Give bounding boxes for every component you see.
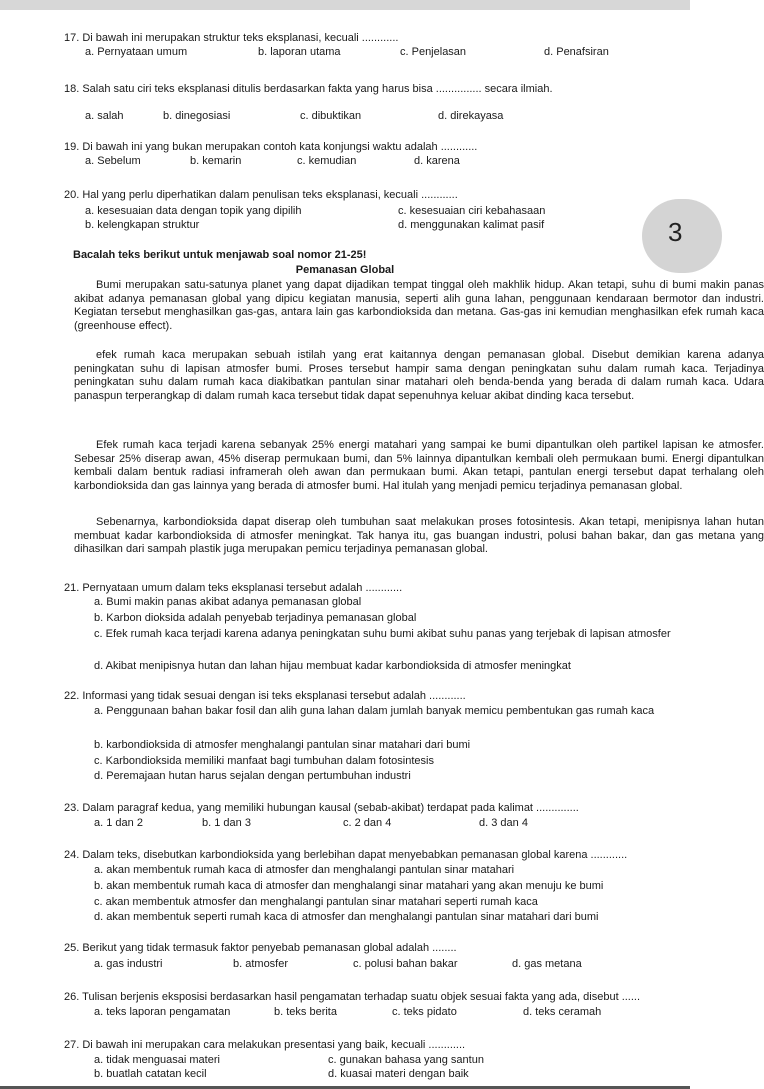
passage-title: Pemanasan Global <box>295 264 395 276</box>
q21-option-a[interactable]: a. Bumi makin panas akibat adanya pemanasan global <box>94 596 362 608</box>
q27-option-a[interactable]: a. tidak menguasai materi <box>94 1054 220 1066</box>
q19-option-c[interactable]: c. kemudian <box>297 155 357 167</box>
q17-option-d[interactable]: d. Penafsiran <box>544 46 609 58</box>
q24-option-d[interactable]: d. akan membentuk seperti rumah kaca di atmosfer dan menghalangi pantulan sinar matahari dari bumi <box>94 911 599 923</box>
top-edge <box>0 0 690 10</box>
q26-option-d[interactable]: d. teks ceramah <box>523 1006 602 1018</box>
q19-option-a[interactable]: a. Sebelum <box>85 155 141 167</box>
page-number-badge <box>642 199 722 273</box>
q26-option-b[interactable]: b. teks berita <box>274 1006 337 1018</box>
q22-option-b[interactable]: b. karbondioksida di atmosfer menghalangi pantulan sinar matahari dari bumi <box>94 739 471 751</box>
q25-option-d[interactable]: d. gas metana <box>512 958 582 970</box>
q25-option-c[interactable]: c. polusi bahan bakar <box>353 958 458 970</box>
q26-option-c[interactable]: c. teks pidato <box>392 1006 457 1018</box>
q20-option-a[interactable]: a. kesesuaian data dengan topik yang dipilih <box>85 205 302 217</box>
question-24: 24. Dalam teks, disebutkan karbondioksida yang berlebihan dapat menyebabkan pemanasan global karena ............ <box>64 849 628 861</box>
question-17: 17. Di bawah ini merupakan struktur teks eksplanasi, kecuali ............ <box>64 32 399 44</box>
q18-option-d[interactable]: d. direkayasa <box>438 110 504 122</box>
q17-option-c[interactable]: c. Penjelasan <box>400 46 467 58</box>
q27-option-c[interactable]: c. gunakan bahasa yang santun <box>328 1054 484 1066</box>
q18-option-c[interactable]: c. dibuktikan <box>300 110 362 122</box>
passage-paragraph-1: Bumi merupakan satu-satunya planet yang dapat dijadikan tempat tinggal oleh makhlik hidup. Akan tetapi, suhu di bumi makin panas akibat adanya pemanasan global yang dipicu kegiatan manusia, seperti alih guna lahan, penggunaan kendaraan bermotor dan industri. Kegiatan tersebut menghasilkan gas-gas, antara lain gas karbondioksida dan metana. Gas-gas ini kemudian menghasilkan efek rumah kaca (greenhouse effect). <box>74 279 764 332</box>
q24-option-b[interactable]: b. akan membentuk rumah kaca di atmosfer dan menghalangi sinar matahari yang akan menuju ke bumi <box>94 880 604 892</box>
q23-option-b[interactable]: b. 1 dan 3 <box>202 817 251 829</box>
question-23: 23. Dalam paragraf kedua, yang memiliki hubungan kausal (sebab-akibat) terdapat pada kalimat .............. <box>64 802 579 814</box>
q22-option-a[interactable]: a. Penggunaan bahan bakar fosil dan alih guna lahan dalam jumlah banyak memicu pembentukan gas rumah kaca <box>94 705 655 717</box>
q23-option-a[interactable]: a. 1 dan 2 <box>94 817 143 829</box>
q20-option-b[interactable]: b. kelengkapan struktur <box>85 219 200 231</box>
q23-option-d[interactable]: d. 3 dan 4 <box>479 817 528 829</box>
page-number: 3 <box>668 217 683 247</box>
q22-option-d[interactable]: d. Peremajaan hutan harus sejalan dengan pertumbuhan industri <box>94 770 411 782</box>
question-25: 25. Berikut yang tidak termasuk faktor penyebab pemanasan global adalah ........ <box>64 942 457 954</box>
q25-option-b[interactable]: b. atmosfer <box>233 958 289 970</box>
q18-option-b[interactable]: b. dinegosiasi <box>163 110 231 122</box>
q21-option-b[interactable]: b. Karbon dioksida adalah penyebab terjadinya pemanasan global <box>94 612 417 624</box>
question-26: 26. Tulisan berjenis eksposisi berdasarkan hasil pengamatan terhadap suatu objek sesuai fakta yang ada, disebut ...... <box>64 991 641 1003</box>
q24-option-a[interactable]: a. akan membentuk rumah kaca di atmosfer dan menghalangi pantulan sinar matahari <box>94 864 515 876</box>
q21-option-d[interactable]: d. Akibat menipisnya hutan dan lahan hijau membuat kadar karbondioksida di atmosfer meningkat <box>94 660 571 672</box>
q20-option-d[interactable]: d. menggunakan kalimat pasif <box>398 219 545 231</box>
q24-option-c[interactable]: c. akan membentuk atmosfer dan menghalangi pantulan sinar matahari seperti rumah kaca <box>94 896 538 908</box>
question-22: 22. Informasi yang tidak sesuai dengan isi teks eksplanasi tersebut adalah ............ <box>64 690 466 702</box>
q17-option-b[interactable]: b. laporan utama <box>258 46 341 58</box>
q25-option-a[interactable]: a. gas industri <box>94 958 163 970</box>
q23-option-c[interactable]: c. 2 dan 4 <box>343 817 392 829</box>
passage-paragraph-4: Sebenarnya, karbondioksida dapat diserap oleh tumbuhan saat melakukan proses fotosintesis. Akan tetapi, menipisnya lahan hutan membuat kadar karbondioksida di atmosfer meningkat. Tak hanya itu, gas buangan industri, polusi bahan bakar, dan gas metana yang dihasilkan dari sampah plastik juga merupakan pemicu terjadinya pemanasan global. <box>74 516 764 555</box>
q19-option-d[interactable]: d. karena <box>414 155 460 167</box>
question-27: 27. Di bawah ini merupakan cara melakukan presentasi yang baik, kecuali ............ <box>64 1039 466 1051</box>
q21-option-c[interactable]: c. Efek rumah kaca terjadi karena adanya peningkatan suhu bumi akibat suhu panas yang terjebak di lapisan atmosfer <box>94 628 671 640</box>
passage-paragraph-3: Efek rumah kaca terjadi karena sebanyak 25% energi matahari yang sampai ke bumi dipantulkan oleh partikel lapisan ke atmosfer. Sebesar 25% diserap awan, 45% diserap permukaan bumi, dan 5% lainnya dipantulkan kembali oleh permukaan bumi. Energi dipantulkan kembali dalam bentuk radiasi inframerah oleh awan dan permukaan bumi. Akan tetapi, pantulan energi tersebut dapat terhalang oleh karbondioksida dan gas lainnya yang berada di atmosfer bumi. Hal itulah yang menjadi pemicu terjadinya pemanasan global. <box>74 439 764 492</box>
question-19: 19. Di bawah ini yang bukan merupakan contoh kata konjungsi waktu adalah ............ <box>64 141 478 153</box>
q27-option-b[interactable]: b. buatlah catatan kecil <box>94 1068 207 1080</box>
q19-option-b[interactable]: b. kemarin <box>190 155 242 167</box>
q26-option-a[interactable]: a. teks laporan pengamatan <box>94 1006 231 1018</box>
reading-instruction: Bacalah teks berikut untuk menjawab soal nomor 21-25! <box>73 249 367 261</box>
q27-option-d[interactable]: d. kuasai materi dengan baik <box>328 1068 469 1080</box>
q18-option-a[interactable]: a. salah <box>85 110 124 122</box>
q17-option-a[interactable]: a. Pernyataan umum <box>85 46 188 58</box>
question-20: 20. Hal yang perlu diperhatikan dalam penulisan teks eksplanasi, kecuali ............ <box>64 189 458 201</box>
passage-paragraph-2: efek rumah kaca merupakan sebuah istilah yang erat kaitannya dengan pemanasan global. Disebut demikian karena adanya peningkatan suhu di lapisan atmosfer bumi. Proses tersebut hampir sama dengan peningkatan suhu dalam rumah kaca. Terjadinya peningkatan suhu dalam rumah kaca diakibatkan pantulan sinar matahari oleh benda-benda yang berada di dalam rumah kaca. Udara panaspun terperangkap di dalam rumah kaca tersebut tidak dapat sepenuhnya keluar akibat dinding kaca tersebut. <box>74 349 764 402</box>
question-21: 21. Pernyataan umum dalam teks eksplanasi tersebut adalah ............ <box>64 582 403 594</box>
q20-option-c[interactable]: c. kesesuaian ciri kebahasaan <box>398 205 546 217</box>
question-18: 18. Salah satu ciri teks eksplanasi ditulis berdasarkan fakta yang harus bisa ............... secara ilmiah. <box>64 83 553 95</box>
q22-option-c[interactable]: c. Karbondioksida memiliki manfaat bagi tumbuhan dalam fotosintesis <box>94 755 434 767</box>
